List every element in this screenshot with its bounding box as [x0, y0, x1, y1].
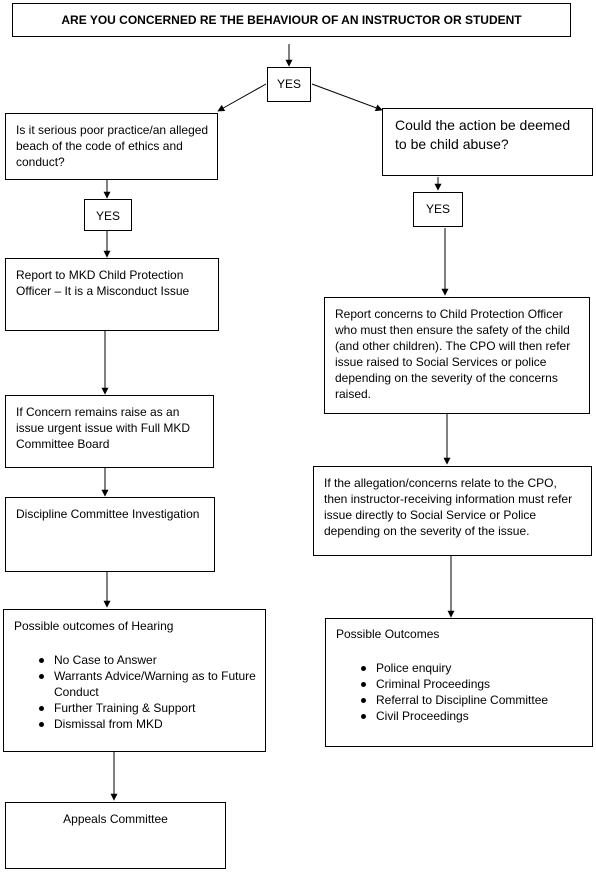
list-item: Criminal Proceedings — [336, 676, 584, 692]
top-yes-box — [267, 67, 311, 102]
left-outcomes-box — [3, 609, 266, 752]
appeals-text: Appeals Committee — [63, 812, 168, 826]
list-item: Referral to Discipline Committee — [336, 692, 584, 708]
right-yes-box — [413, 192, 463, 227]
right-outcomes-box — [325, 618, 593, 747]
list-item: No Case to Answer — [14, 652, 257, 668]
right-report-text: Report concerns to Child Protection Officer who must then ensure the safety of the child (and other children). The CPO will then refer issue raised to Social Services or police depending on the severity of the concerns raised. — [335, 307, 571, 401]
left-question-text: Is it serious poor practice/an alleged beach of the code of ethics and conduct? — [16, 123, 209, 169]
right-question-text: Could the action be deemed to be child abuse? — [395, 117, 571, 152]
arrow-yes-to-right-question — [312, 84, 382, 110]
right-report-box — [324, 297, 590, 414]
left-outcomes-heading: Possible outcomes of Hearing — [14, 619, 174, 633]
right-question-box — [382, 108, 593, 176]
page-title: ARE YOU CONCERNED RE THE BEHAVIOUR OF AN INSTRUCTOR OR STUDENT — [61, 13, 522, 27]
top-yes-label: YES — [276, 77, 301, 91]
list-item: Dismissal from MKD — [14, 716, 257, 732]
right-cpo-box — [313, 466, 592, 556]
left-urgent-box — [5, 395, 214, 468]
left-yes-label: YES — [95, 209, 120, 223]
arrow-yes-to-left-question — [218, 84, 266, 111]
right-outcomes-list — [336, 660, 584, 724]
list-item: Warrants Advice/Warning as to Future Conduct — [14, 668, 257, 700]
left-question-box — [5, 113, 218, 180]
list-item: Civil Proceedings — [336, 708, 584, 724]
left-investigation-text: Discipline Committee Investigation — [16, 507, 200, 521]
right-yes-label: YES — [425, 202, 450, 216]
left-report-box — [5, 258, 219, 331]
right-cpo-text: If the allegation/concerns relate to the CPO, then instructor-receiving information must refer issue directly to Social Service or Police depending on the severity of the issue. — [324, 476, 573, 538]
left-outcomes-list — [14, 652, 257, 732]
title-box — [12, 3, 571, 37]
right-outcomes-heading: Possible Outcomes — [336, 627, 440, 641]
list-item: Police enquiry — [336, 660, 584, 676]
appeals-box — [5, 802, 226, 869]
left-report-text: Report to MKD Child Protection Officer – It is a Misconduct Issue — [16, 268, 190, 298]
left-investigation-box — [5, 497, 215, 572]
left-yes-box — [84, 199, 132, 231]
list-item: Further Training & Support — [14, 700, 257, 716]
left-urgent-text: If Concern remains raise as an issue urgent issue with Full MKD Committee Board — [16, 405, 191, 451]
